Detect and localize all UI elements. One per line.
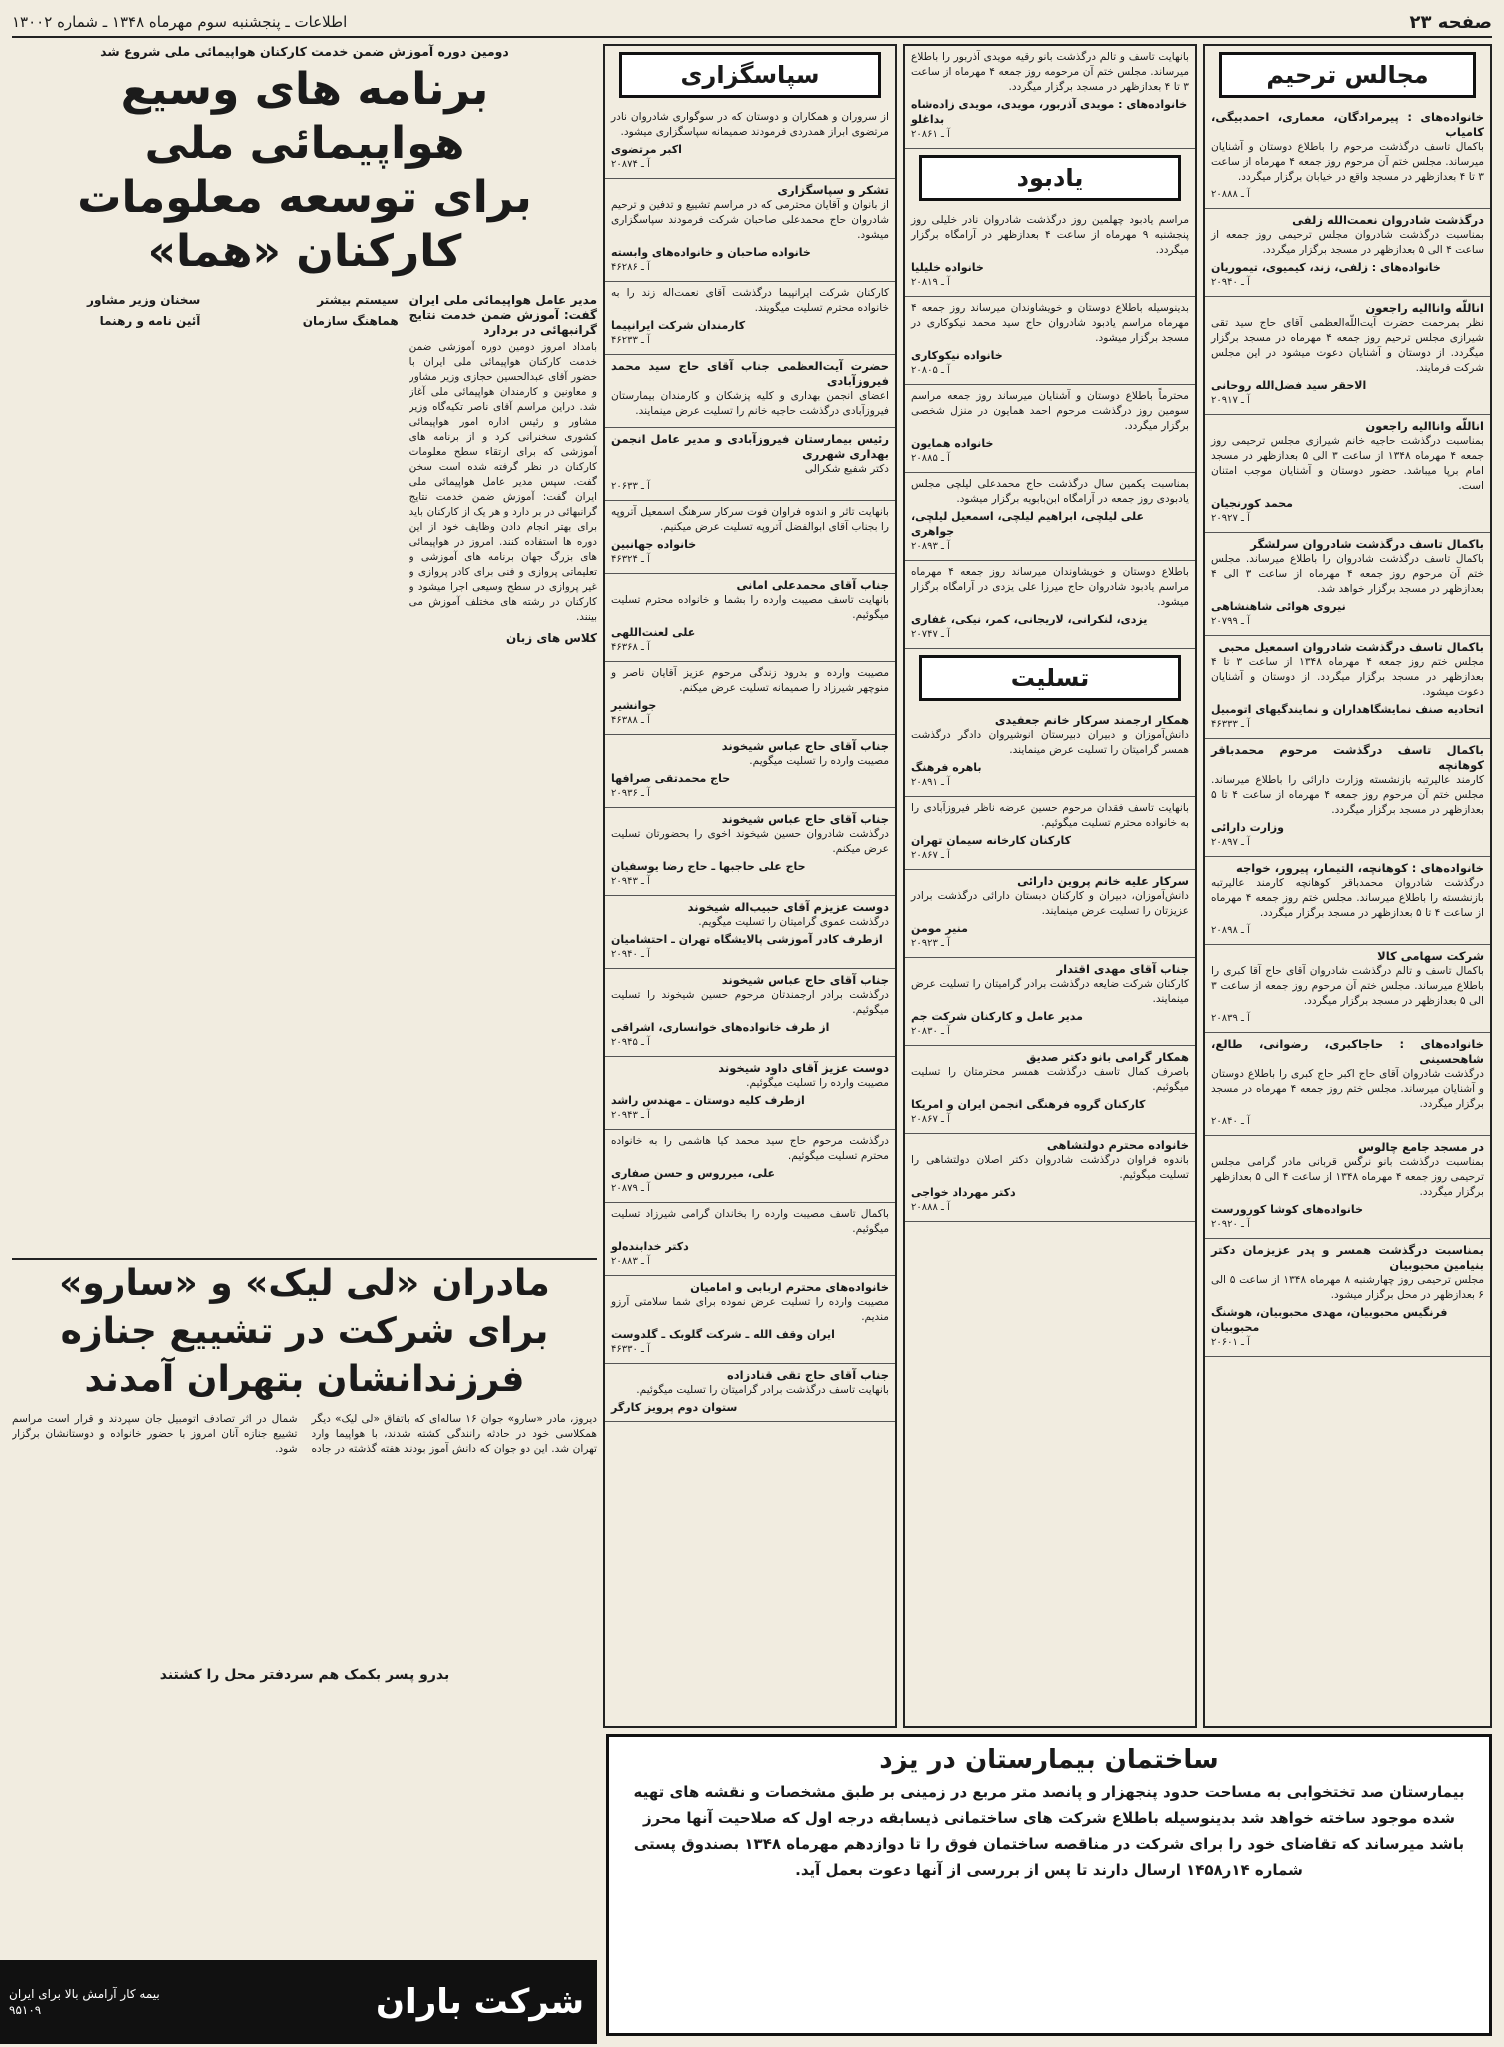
- notice-item: [905, 870, 1195, 958]
- issue-line: اطلاعات ـ پنجشنبه سوم مهرماه ۱۳۴۸ ـ شماره ۱۳۰۰۲: [12, 13, 348, 31]
- article-headline-2: برای توسعه معلومات کارکنان «هما»: [77, 172, 532, 277]
- notice-code: آ ـ ۴۶۲۳۳: [611, 335, 650, 346]
- notice-sign: باهره فرهنگ: [911, 761, 982, 774]
- baran-company-tagline: [9, 1986, 160, 2018]
- baran-tagline-text: بیمه کار آرامش بالا برای ایران: [9, 1987, 160, 2001]
- notice-body: درگذشت شادروان حسین شیخوند اخوی را بحضورتان تسلیت عرض میکنم.: [611, 828, 889, 855]
- notice-item: [605, 428, 895, 501]
- article-body-1: بامداد امروز دومین دوره آموزشی ضمن خدمت کارکنان هواپیمائی ملی ایران با حضور آقای عبدالحسین حجازی وزیر مشاور و معاونین و کارمندان هواپیمائی ملی آغاز شد. دراین مراسم آقای ناصر تکیه‌گاه وزیر مشاور و رئیس اداره امور هواپیمائی کشوری سخنرانی کرد و از برنامه های آموزشی که برای ارتقاء سطح معلومات کارکنان در نظر گرفته شده است سخن گفت. سپس مدیر عامل هواپیمائی ملی ایران گفت: آموزش ضمن خدمت نتایج گرانبهائی در بر دارد و هر یک از کارکنان باید برای بهتر انجام دادن وظایف خود از این دوره ها استفاده کنند. امروز در هواپیمائی های بزرگ جهان برنامه های آموزشی و تعلیماتی پروازی و فنی برای کادر پروازی و غیر پروازی در سطح وسیعی اجرا میشود و کارکنان در رشته های مختلف آموزش می بینند.: [408, 341, 597, 623]
- notice-item: [605, 1057, 895, 1130]
- notice-item: [605, 662, 895, 735]
- notice-body: بمناسبت درگذشت بانو نرگس قربانی مادر گرامی مجلس ترحیمی روز جمعه ۴ مهرماه ۱۳۴۸ از ساعت ۴ الی ۵ بعدازظهر برگزار میگردد.: [1211, 1156, 1484, 1198]
- notice-sign: یزدی، لنکرانی، لاریجانی، کمر، نیکی، غفاری: [911, 613, 1148, 626]
- notice-body: محترماً باطلاع دوستان و آشنایان میرساند روز جمعه مراسم سومین روز درگذشت مرحوم احمد همایون در منزل شخصی برگزار میگردد.: [911, 390, 1189, 432]
- notice-code: آ ـ ۲۰۹۱۷: [1211, 395, 1250, 406]
- notice-body: درگذشت عموی گرامیتان را تسلیت میگویم.: [698, 916, 889, 928]
- notice-sign: وزارت دارائی: [1211, 821, 1284, 834]
- notice-item: [905, 473, 1195, 561]
- notice-item: [1205, 1136, 1490, 1239]
- notice-code: آ ـ ۲۰۸۶۷: [911, 1114, 950, 1125]
- article-kicker: دومین دوره آموزش ضمن خدمت کارکنان هواپیمائی ملی شروع شد: [100, 44, 509, 59]
- notice-code: آ ـ ۴۶۲۸۶: [611, 262, 650, 273]
- notice-code: آ ـ ۲۰۸۳۹: [1211, 1013, 1250, 1024]
- notice-item: [605, 969, 895, 1057]
- notice-body: درگذشت برادر ارجمندتان مرحوم حسین شیخوند را تسلیت میگوئیم.: [611, 989, 889, 1016]
- notice-sign: کارکنان گروه فرهنگی انجمن ایران و امریکا: [911, 1098, 1146, 1111]
- notice-code: آ ـ ۲۰۹۴۰: [611, 949, 650, 960]
- notice-sign: خانواده همایون: [911, 437, 994, 450]
- notice-body: باکمال تاسف درگذشت شادروان را باطلاع میرساند. مجلس ختم آن مرحوم روز جمعه ۴ مهرماه از ساعت ۳ الی ۴ بعدازظهر در مسجد برگزار خواهد شد.: [1211, 553, 1484, 595]
- notice-sign: فرنگیس محبوبیان، مهدی محبوبیان، هوشنگ محبوبیان: [1211, 1306, 1448, 1334]
- second-article-subhead: بدرو پسر بکمک هم سردفتر محل را کشتند: [159, 1667, 450, 1683]
- notice-body: مجلس ختم روز جمعه ۴ مهرماه ۱۳۴۸ از ساعت ۳ تا ۴ بعدازظهر در مسجد برگزار میگردد. از دوستان و آشنایان دعوت میشود.: [1211, 656, 1484, 698]
- notice-item: [1205, 1239, 1490, 1357]
- notice-body: باندوه فراوان درگذشت شادروان دکتر اصلان دولتشاهی را تسلیت میگوئیم.: [911, 1154, 1189, 1181]
- notice-code: آ ـ ۲۰۹۳۶: [611, 788, 650, 799]
- hospital-ad-title: ساختمان بیمارستان در یزد: [879, 1745, 1219, 1775]
- notice-body: درگذشت شادروان محمدباقر کوهانچه کارمند عالیرتبه بازنشسته را باطلاع میرساند. مجلس ختم روز جمعه ۴ مهرماه از ساعت ۴ تا ۵ بعدازظهر در مسجد برگزار میگردد.: [1211, 877, 1484, 919]
- notice-item: [905, 1134, 1195, 1222]
- notice-title: اناللّه‌ واناالیه راجعون: [1365, 301, 1484, 315]
- notice-item: [905, 385, 1195, 473]
- notice-code: آ ـ ۲۰۹۴۳: [611, 1110, 650, 1121]
- article-subhead-6: آئین نامه و رهنما: [99, 314, 201, 328]
- notice-title: دوست عزیزم آقای حبیب‌اله شیخوند: [687, 900, 889, 914]
- notice-item: [905, 797, 1195, 870]
- notice-body: دکتر شفیع شکرالی: [804, 463, 889, 475]
- article-col-2: [210, 287, 398, 1244]
- notice-title: باکمال تاسف درگذشت شادروان اسمعیل محبی: [1218, 640, 1484, 654]
- notice-item: [605, 574, 895, 662]
- second-headline-1: مادران «لی لیک» و «سارو»: [59, 1263, 550, 1304]
- notice-title: تشکر و سپاسگزاری: [777, 183, 889, 197]
- notice-title: سرکار علیه خانم پروین دارائی: [1017, 874, 1189, 888]
- notice-item: [1205, 636, 1490, 739]
- notice-sign: خانواده صاحبان و خانواده‌های وابسته: [611, 246, 811, 259]
- notice-title: خانواده‌های محترم اربابی و امامیان: [690, 1280, 889, 1294]
- notice-body: باطلاع دوستان و خویشاوندان میرساند روز جمعه ۴ مهرماه مراسم یادبود شادروان حاج میرزا علی یزدی در آرامگاه برگزار میشود.: [911, 566, 1189, 608]
- notice-title: اناللّه‌ واناالیه راجعون: [1365, 419, 1484, 433]
- notice-title: خانواده‌های : پیرمرادگان، معماری، احمدبیگی، کامیاب: [1211, 110, 1484, 139]
- notice-list-col2c: [905, 709, 1195, 1222]
- notice-code: آ ـ ۴۶۳۲۴: [611, 554, 650, 565]
- baran-company-name: شرکت باران: [376, 1982, 584, 2022]
- notice-item: [605, 1276, 895, 1364]
- notice-item: [605, 501, 895, 574]
- notice-item: [605, 1203, 895, 1276]
- notice-item: [1205, 106, 1490, 209]
- notice-body: کارمند عالیرتبه بازنشسته وزارت دارائی را باطلاع میرساند. مجلس ختم آن مرحوم روز جمعه ۴ مهرماه از ساعت ۴ تا ۵ بعدازظهر در مسجد برگزار میگردد.: [1211, 774, 1484, 816]
- second-headline-3: فرزندانشان بتهران آمدند: [84, 1359, 525, 1400]
- notice-sign: جوانشیر: [611, 699, 657, 712]
- notice-code: آ ـ ۲۰۹۲۰: [1211, 1219, 1250, 1230]
- article-col-1: [409, 287, 597, 1244]
- notice-body: مراسم یادبود چهلمین روز درگذشت شادروان نادر خلیلی روز پنجشنبه ۹ مهرماه از ساعت ۴ بعدازظهر در آرامگاه برگزار میگردد.: [911, 214, 1189, 256]
- notice-sign: خانواده‌های : مویدی آذربور، مویدی، مویدی زاده‌شاه بداغلو: [911, 98, 1188, 126]
- notice-sign: دکتر مهرداد خواجی: [911, 1186, 1016, 1199]
- notice-body: بمناسبت یکمین سال درگذشت حاج محمدعلی لیلچی مجلس یادبودی روز جمعه در آرامگاه ابن‌بابویه برگزار میشود.: [911, 478, 1189, 505]
- notice-item: [1205, 945, 1490, 1033]
- article-col-3: [12, 287, 200, 1244]
- notice-title: درگذشت شادروان نعمت‌الله زلفی: [1292, 213, 1484, 227]
- notice-code: آ ـ ۲۰۸۱۹: [911, 277, 950, 288]
- notice-list-col3: [605, 106, 895, 1422]
- notice-title: خانواده محترم دولتشاهی: [1046, 1138, 1189, 1152]
- notice-item: [905, 297, 1195, 385]
- notice-code: آ ـ ۴۶۳۳۳: [1211, 719, 1250, 730]
- notice-title: شرکت سهامی کالا: [1377, 949, 1484, 963]
- notice-item: [1205, 1033, 1490, 1136]
- notice-item: [905, 709, 1195, 797]
- notice-body: مصیبت وارده را تسلیت عرض نموده برای شما سلامتی آرزو مندیم.: [611, 1296, 889, 1323]
- notice-sign: کارمندان شرکت ایرانپیما: [611, 319, 746, 332]
- notice-title: جناب آقای مهدی اقتدار: [1056, 962, 1189, 976]
- notice-item: [1205, 297, 1490, 415]
- notice-code: آ ـ ۲۰۸۶۷: [911, 850, 950, 861]
- notice-title: جناب آقای حاج تقی قنادزاده: [726, 1368, 889, 1382]
- notice-title: خانواده‌های : کوهانچه، التیمار، پیرور، خواجه: [1235, 861, 1484, 875]
- article-subhead-2: کلاس های زبان: [506, 631, 597, 645]
- notice-body: دانش‌آموزان، دبیران و کارکنان دبستان دارائی درگذشت برادر عزیزتان را تسلیت عرض مینمایند.: [911, 890, 1189, 917]
- notice-sign: خانواده جهانبین: [611, 538, 697, 551]
- hospital-tender-ad: [606, 1734, 1492, 2036]
- notice-code: آ ـ ۲۰۸۹۳: [911, 541, 950, 552]
- notice-body: دانش‌آموزان و دبیران دبیرستان انوشیروان دادگر درگذشت همسر گرامیتان را تسلیت عرض مینمایند.: [911, 729, 1189, 756]
- notice-item: [905, 209, 1195, 297]
- notice-sign: مدیر عامل و کارکنان شرکت جم: [911, 1010, 1083, 1023]
- notice-code: آ ـ ۲۰۹۲۳: [911, 938, 950, 949]
- notice-item: [605, 896, 895, 969]
- section-banner-majales: مجالس ترحیم: [1219, 52, 1476, 98]
- notice-code: آ ـ ۴۶۳۳۰: [611, 1344, 650, 1355]
- notice-code: آ ـ ۲۰۶۰۱: [1211, 1337, 1250, 1348]
- notice-item: [605, 282, 895, 355]
- notice-body: از سروران و همکاران و دوستان که در سوگواری شادروان نادر مرتضوی ابراز همدردی فرمودند صمیمانه سپاسگزاری میشود.: [611, 111, 889, 138]
- notice-body: مصیبت وارده را تسلیت میگوئیم.: [746, 1077, 889, 1089]
- notice-item: [1205, 533, 1490, 636]
- notice-code: آ ـ ۲۰۸۹۷: [1211, 837, 1250, 848]
- notice-code: آ ـ ۲۰۸۸۸: [1211, 189, 1250, 200]
- article-subhead-1: مدیر عامل هواپیمائی ملی ایران گفت: آموزش ضمن خدمت نتایج گرانبهائی در بردارد: [408, 293, 597, 337]
- notice-body: باصرف کمال تاسف درگذشت همسر محترمتان را تسلیت میگوئیم.: [911, 1066, 1189, 1093]
- article-subhead-3: سیستم بیشتر: [317, 293, 399, 307]
- notice-item: [905, 958, 1195, 1046]
- notice-code: آ ـ ۲۰۸۸۸: [911, 1202, 950, 1213]
- main-article: [12, 44, 597, 1244]
- notice-title: جناب آقای حاج عباس شیخوند: [721, 812, 889, 826]
- notice-title: جناب آقای محمدعلی امانی: [736, 578, 889, 592]
- newspaper-page: [9, 8, 1492, 2038]
- notice-sign: نیروی هوائی شاهنشاهی: [1211, 600, 1346, 613]
- baran-phone: ۹۵۱۰۹: [9, 2003, 42, 2017]
- page-header: [12, 8, 1492, 38]
- notice-sign: کارکنان کارخانه سیمان تهران: [911, 834, 1072, 847]
- notice-body: اعضای انجمن بهداری و کلیه پزشکان و کارمندان بیمارستان فیروزآبادی درگذشت حاجیه خانم را تسلیت عرض مینمایند.: [611, 390, 889, 417]
- section-banner-yadbood: یادبود: [919, 155, 1180, 201]
- column-thanks: [603, 44, 897, 1728]
- notice-code: آ ـ ۲۰۹۴۵: [611, 1037, 650, 1048]
- notice-body: کارکنان شرکت ضایعه درگذشت برادر گرامیتان را تسلیت عرض مینمایند.: [911, 978, 1189, 1005]
- notice-code: آ ـ ۴۶۳۸۸: [611, 715, 650, 726]
- notice-body: بانهایت تاسف فقدان مرحوم حسین عرضه ناظر فیروزآبادی را به خانواده محترم تسلیت میگوئیم.: [911, 802, 1189, 829]
- page-number: صفحه ۲۳: [1409, 11, 1492, 33]
- notice-code: آ ـ ۲۰۸۹۸: [1211, 925, 1250, 936]
- section-banner-tasliyat: تسلیت: [919, 655, 1180, 701]
- second-headline-2: برای شرکت در تشییع جنازه: [60, 1311, 549, 1352]
- notice-code: آ ـ ۲۰۸۸۵: [911, 453, 950, 464]
- notice-body: مصیبت وارده و بدرود زندگی مرحوم عزیز آقایان ناصر و منوچهر شیرزاد را صمیمانه تسلیت عرض میکنم.: [611, 667, 889, 694]
- notice-sign: دکتر خدابنده‌لو: [611, 1240, 689, 1253]
- notice-sign: محمد کورنجیان: [1211, 497, 1293, 510]
- notice-body: بدینوسیله باطلاع دوستان و خویشاوندان میرساند روز جمعه ۴ مهرماه مراسم یادبود شادروان حاج سید محمد نیکوکاری در مسجد برگزار میشود.: [911, 302, 1189, 344]
- notice-title: دوست عزیز آقای داود شیخوند: [718, 1061, 889, 1075]
- notice-body: درگذشت شادروان آقای حاج اکبر حاج کبری را باطلاع دوستان و آشنایان میرساند. مجلس ختم روز جمعه ۴ مهرماه در مسجد برگزار میگردد.: [1211, 1068, 1484, 1110]
- second-article-body-wrap: [12, 1412, 597, 1662]
- notice-body: بانهایت تاثر و اندوه فراوان فوت سرکار سرهنگ اسمعیل آتروپه را بجناب آقای ابوالفضل آتروپه تسلیت عرض میکنیم.: [611, 506, 889, 533]
- baran-company-ad: [0, 1960, 597, 2044]
- notice-sign: ازطرف کلیه دوستان ـ مهندس راشد: [611, 1094, 805, 1107]
- column-condolence-gatherings: [1203, 44, 1492, 1728]
- notice-sign: علی لعنت‌اللهی: [611, 626, 696, 639]
- notice-sign: علی، میرروس و حسن صفاری: [611, 1167, 776, 1180]
- notice-code: آ ـ ۲۰۸۷۴: [611, 159, 650, 170]
- notice-code: آ ـ ۲۰۸۶۱: [911, 129, 950, 140]
- section-banner-sepas: سپاسگزاری: [619, 52, 880, 98]
- notice-item: [605, 1130, 895, 1203]
- notice-sign: اتحادیه صنف نمایشگاهداران و نمایندگیهای اتومبیل: [1211, 703, 1484, 716]
- notice-body: باکمال تاسف درگذشت مرحوم را باطلاع دوستان و آشنایان میرساند. مجلس ختم آن مرحوم روز جمعه ۴ مهرماه از ساعت ۳ تا ۴ بعدازظهر در مسجد واقع در خیابان برگزار میگردد.: [1211, 141, 1484, 183]
- notice-item: [605, 179, 895, 282]
- notice-code: آ ـ ۲۰۸۷۹: [611, 1183, 650, 1194]
- notice-title: جناب آقای حاج عباس شیخوند: [721, 973, 889, 987]
- notice-sign: از طرف خانواده‌های خوانساری، اشراقی: [611, 1021, 830, 1034]
- notice-body: بانهایت تاسف و تالم درگذشت بانو رقیه مویدی آذربور را باطلاع میرساند. مجلس ختم آن مرحومه روز جمعه ۴ مهرماه از ساعت ۳ تا ۴ بعدازظهر در مسجد برگزار میگردد.: [911, 51, 1189, 93]
- notice-code: آ ـ ۲۰۷۴۷: [911, 629, 950, 640]
- notice-code: آ ـ ۲۰۸۰۵: [911, 365, 950, 376]
- article-columns: [12, 287, 597, 1244]
- notice-body: مجلس ترحیمی روز چهارشنبه ۸ مهرماه ۱۳۴۸ از ساعت ۵ الی ۶ بعدازظهر در محل برگزار میشود.: [1211, 1274, 1484, 1301]
- notice-list-col2b: [905, 209, 1195, 649]
- notice-code: آ ـ ۲۰۹۴۳: [611, 876, 650, 887]
- notice-item: [1205, 739, 1490, 857]
- notice-list-col2a: [905, 46, 1195, 149]
- notice-title: حضرت آیت‌العظمی جناب آقای حاج سید محمد فیروزآبادی: [611, 359, 889, 388]
- column-memorial: [903, 44, 1197, 1728]
- notice-sign: الاحقر سید فضل‌الله روحانی: [1211, 379, 1367, 392]
- notice-code: آ ـ ۲۰۸۳۰: [911, 1026, 950, 1037]
- notice-code: آ ـ ۲۰۹۴۰: [1211, 277, 1250, 288]
- notice-body: نظر بمرحمت حضرت آیت‌اللّه‌العظمی آقای حاج سید تقی شیرازی مجلس ترحیم روز جمعه ۴ مهرماه در مسجد برگزار میگردد. از دوستان و آشنایان دعوت میشود در این مجلس شرکت فرمایند.: [1211, 317, 1484, 374]
- notice-body: بمناسبت درگذشت شادروان مجلس ترحیمی روز جمعه از ساعت ۴ الی ۵ بعدازظهر در مسجد برگزار میگردد.: [1211, 229, 1484, 256]
- notice-code: آ ـ ۲۰۹۲۷: [1211, 513, 1250, 524]
- second-article-body: دیروز، مادر «سارو» جوان ۱۶ ساله‌ای که باتفاق «لی لیک» دیگر همکلاسی خود در حادثه رانندگی کشته شدند، با هواپیما وارد تهران شد. این دو جوان که دانش آموز بودند هفته گذشته در جاده شمال در اثر تصادف اتومبیل جان سپردند و قرار است مراسم تشییع جنازه آنان امروز با حضور خانواده و دوستانشان برگزار شود.: [12, 1413, 597, 1455]
- notice-sign: حاج محمدتقی صرافها: [611, 772, 731, 785]
- notice-body: بانهایت تاسف مصیبت وارده را بشما و خانواده محترم تسلیت میگوئیم.: [611, 594, 889, 621]
- notice-code: آ ـ ۲۰۸۹۱: [911, 777, 950, 788]
- notice-item: [1205, 415, 1490, 533]
- notice-body: باکمال تاسف و تالم درگذشت شادروان آقای حاج آقا کبری را باطلاع میرساند. مجلس ختم آن مرحوم روز جمعه از ساعت ۳ الی ۵ بعدازظهر در مسجد برگزار میگردد.: [1211, 965, 1484, 1007]
- notice-body: درگذشت مرحوم حاج سید محمد کیا هاشمی را به خانواده محترم تسلیت میگوئیم.: [611, 1135, 889, 1162]
- notice-sign: ایران وقف الله ـ شرکت گلوبک ـ گلدوست: [611, 1328, 835, 1341]
- notice-item: [605, 1364, 895, 1422]
- notice-title: همکار گرامی بانو دکتر صدیق: [1026, 1050, 1189, 1064]
- notice-body: کارکنان شرکت ایرانپیما درگذشت آقای نعمت‌اله زند را به خانواده محترم تسلیت میگویند.: [611, 287, 889, 314]
- notice-title: بمناسبت درگذشت همسر و پدر عزیزمان دکتر بنیامین محبوبیان: [1211, 1243, 1484, 1272]
- notice-title: جناب آقای حاج عباس شیخوند: [721, 739, 889, 753]
- notice-sign: خانواده خلیلیا: [911, 261, 984, 274]
- notice-item: [905, 561, 1195, 649]
- notice-sign: خانواده نیکوکاری: [911, 349, 1003, 362]
- article-subhead-5: سخنان وزیر مشاور: [87, 293, 201, 307]
- notice-body: مصیبت وارده را تسلیت میگویم.: [749, 755, 889, 767]
- notice-title: در مسجد جامع چالوس: [1358, 1140, 1484, 1154]
- notice-title: همکار ارجمند سرکار خانم جعفیدی: [994, 713, 1189, 727]
- notice-body: باکمال تاسف مصیبت وارده را بخاندان گرامی شیرزاد تسلیت میگوئیم.: [611, 1208, 889, 1235]
- notice-title: باکمال تاسف درگذشت مرحوم محمدباقر کوهانچه: [1211, 743, 1484, 772]
- notice-sign: منیر مومن: [911, 922, 968, 935]
- notice-item: [1205, 209, 1490, 297]
- notice-list-col1: [1205, 106, 1490, 1357]
- notice-sign: خانواده‌های : زلفی، زند، کیمیوی، تیموریان: [1211, 261, 1441, 274]
- notice-body: از بانوان و آقایان محترمی که در مراسم تشییع و تدفین و ترحیم شادروان حاج محمدعلی صاحبان شرکت فرمودند سپاسگزاری میشود.: [611, 199, 889, 241]
- notice-code: آ ـ ۴۶۳۶۸: [611, 642, 650, 653]
- notice-title: باکمال تاسف درگذشت شادروان سرلشگر: [1250, 537, 1484, 551]
- notice-sign: ازطرف کادر آموزشی پالایشگاه تهران ـ احتشامیان: [611, 933, 883, 946]
- hospital-ad-body: بیمارستان صد تختخوابی به مساحت حدود پنجهزار و پانصد متر مربع در زمینی بر طبق مشخصات و نقشه های تهیه شده موجود ساخته خواهد شد بدینوسیله باطلاع شرکت های ساختمانی ذیسابقه درجه اول که صلاحیت آنها محرز باشد میرساند که تقاضای خود را برای شرکت در مناقصه ساختمان فوق را تا دوازدهم مهرماه ۱۳۴۸ بصندوق پستی شماره ۱۴ر۱۴۵۸ ارسال دارند تا پس از بررسی از آنها دعوت بعمل آید.: [633, 1783, 1465, 1879]
- notice-code: آ ـ ۲۰۷۹۹: [1211, 616, 1250, 627]
- notice-body: بانهایت تاسف درگذشت برادر گرامیتان را تسلیت میگوئیم.: [636, 1384, 889, 1396]
- notice-sign: ستوان دوم پرویز کارگر: [611, 1401, 738, 1414]
- article-subhead-4: هماهنگ سازمان: [302, 314, 399, 328]
- notice-item: [1205, 857, 1490, 945]
- notice-sign: علی لیلچی، ابراهیم لیلچی، اسمعیل لیلچی، جواهری: [911, 510, 1145, 538]
- notice-title: رئیس بیمارستان فیروزآبادی و مدیر عامل انجمن بهداری شهرری: [611, 432, 889, 461]
- notice-item: [605, 355, 895, 428]
- notice-sign: خانواده‌های کوشا کورورست: [1211, 1203, 1363, 1216]
- notice-item: [605, 106, 895, 179]
- notice-body: بمناسبت درگذشت حاجیه خانم شیرازی مجلس ترحیمی روز جمعه ۴ مهرماه ۱۳۴۸ از ساعت ۳ الی ۵ بعدازظهر در مسجد امام برپا میباشد. حضور دوستان و آشنایان موجب امتنان است.: [1211, 435, 1484, 492]
- notice-code: آ ـ ۲۰۸۴۰: [1211, 1116, 1250, 1127]
- notice-item: [605, 808, 895, 896]
- notice-code: آ ـ ۲۰۶۳۳: [611, 481, 650, 492]
- notice-title: خانواده‌های : حاجاکبری، رضوانی، طالع، شاهحسینی: [1211, 1037, 1484, 1066]
- notice-item: [605, 735, 895, 808]
- second-article: [12, 1258, 597, 1800]
- article-headline-1: برنامه های وسیع هواپیمائی ملی: [120, 64, 489, 169]
- notice-item: [905, 1046, 1195, 1134]
- notice-code: آ ـ ۲۰۸۸۳: [611, 1256, 650, 1267]
- notice-sign: اکبر مرتضوی: [611, 143, 682, 156]
- notice-sign: حاج علی حاجبها ـ حاج رضا یوسفیان: [611, 860, 806, 873]
- notice-item: [905, 46, 1195, 149]
